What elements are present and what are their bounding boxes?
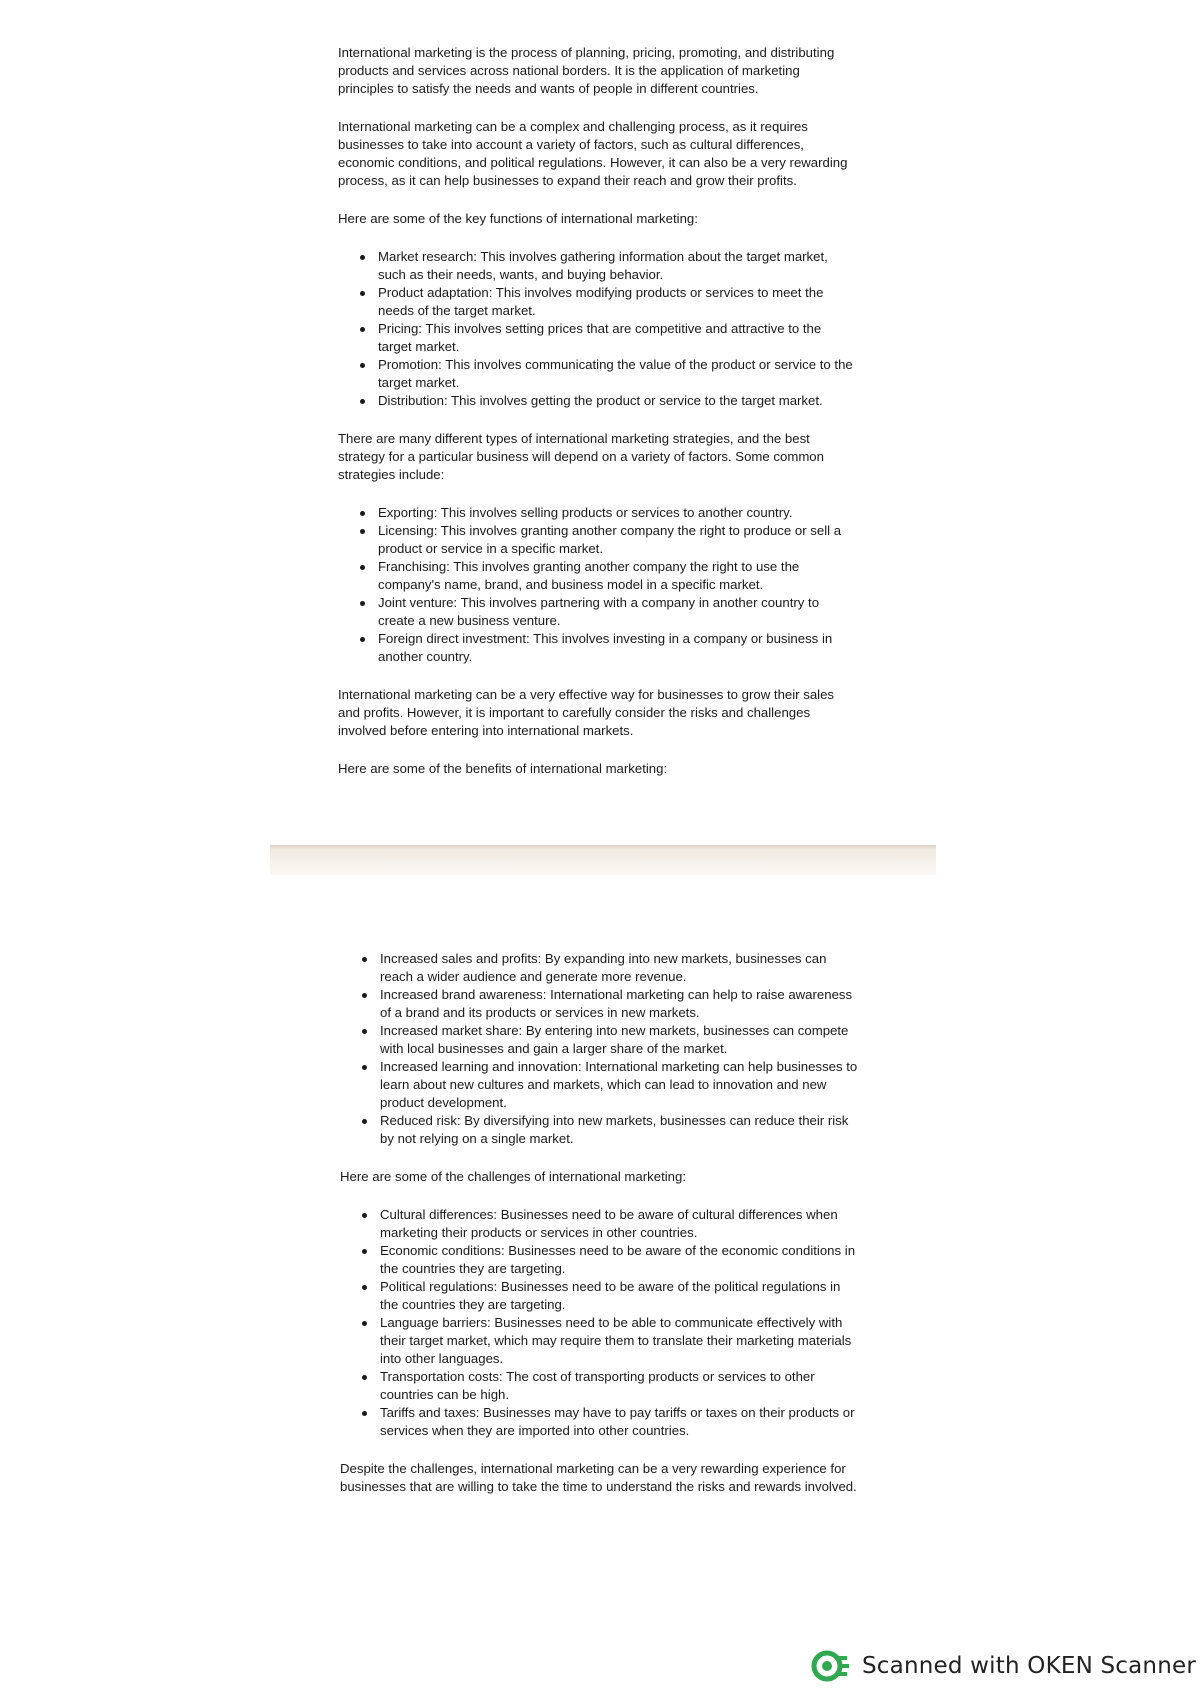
intro-paragraph-1: International marketing is the process of planning, pricing, promoting, and distributing products and services across national borders. It is the application of marketing principles to satisfy the needs and wants of people in different countries. xyxy=(338,45,835,96)
strategies-list xyxy=(338,504,858,666)
scanner-watermark xyxy=(810,1646,1196,1686)
list-item: Licensing: This involves granting another company the right to produce or sell a product or service in a specific market. xyxy=(378,522,858,558)
page-break-divider xyxy=(270,845,936,875)
watermark-text: Scanned with OKEN Scanner xyxy=(862,1653,1196,1679)
list-item: Pricing: This involves setting prices that are competitive and attractive to the target market. xyxy=(378,320,858,356)
document-page-1 xyxy=(338,44,858,798)
functions-list xyxy=(338,248,858,410)
list-item: Cultural differences: Businesses need to be aware of cultural differences when marketing their products or services in other countries. xyxy=(380,1206,860,1242)
list-item: Promotion: This involves communicating the value of the product or service to the target market. xyxy=(378,356,858,392)
list-item: Transportation costs: The cost of transporting products or services to other countries can be high. xyxy=(380,1368,860,1404)
intro-paragraph-2: International marketing can be a complex and challenging process, as it requires businesses to take into account a variety of factors, such as cultural differences, economic conditions, and political regulations. However, it can also be a very rewarding process, as it can help businesses to expand their reach and grow their profits. xyxy=(338,119,848,188)
benefits-list xyxy=(340,950,860,1148)
conclusion-paragraph: Despite the challenges, international marketing can be a very rewarding experience for businesses that are willing to take the time to understand the risks and rewards involved. xyxy=(340,1461,857,1494)
list-item: Reduced risk: By diversifying into new markets, businesses can reduce their risk by not relying on a single market. xyxy=(380,1112,860,1148)
benefits-intro: Here are some of the benefits of international marketing: xyxy=(338,761,668,776)
list-item: Market research: This involves gathering information about the target market, such as their needs, wants, and buying behavior. xyxy=(378,248,858,284)
list-item: Joint venture: This involves partnering with a company in another country to create a new business venture. xyxy=(378,594,858,630)
list-item: Political regulations: Businesses need to be aware of the political regulations in the countries they are targeting. xyxy=(380,1278,860,1314)
list-item: Product adaptation: This involves modifying products or services to meet the needs of the target market. xyxy=(378,284,858,320)
list-item: Exporting: This involves selling products or services to another country. xyxy=(378,504,858,522)
oken-scanner-logo-icon xyxy=(810,1646,850,1686)
functions-intro: Here are some of the key functions of international marketing: xyxy=(338,211,698,226)
list-item: Increased brand awareness: International marketing can help to raise awareness of a brand and its products or services in new markets. xyxy=(380,986,860,1022)
list-item: Language barriers: Businesses need to be able to communicate effectively with their target market, which may require them to translate their marketing materials into other languages. xyxy=(380,1314,860,1368)
document-page-2 xyxy=(340,950,860,1516)
list-item: Tariffs and taxes: Businesses may have to pay tariffs or taxes on their products or services when they are imported into other countries. xyxy=(380,1404,860,1440)
strategies-intro: There are many different types of international marketing strategies, and the best strategy for a particular business will depend on a variety of factors. Some common strategies include: xyxy=(338,431,824,482)
list-item: Increased learning and innovation: International marketing can help businesses to learn about new cultures and markets, which can lead to innovation and new product development. xyxy=(380,1058,860,1112)
challenges-intro: Here are some of the challenges of international marketing: xyxy=(340,1169,686,1184)
list-item: Economic conditions: Businesses need to be aware of the economic conditions in the countries they are targeting. xyxy=(380,1242,860,1278)
list-item: Foreign direct investment: This involves investing in a company or business in another country. xyxy=(378,630,858,666)
list-item: Distribution: This involves getting the product or service to the target market. xyxy=(378,392,858,410)
list-item: Franchising: This involves granting another company the right to use the company's name, brand, and business model in a specific market. xyxy=(378,558,858,594)
list-item: Increased market share: By entering into new markets, businesses can compete with local businesses and gain a larger share of the market. xyxy=(380,1022,860,1058)
list-item: Increased sales and profits: By expanding into new markets, businesses can reach a wider audience and generate more revenue. xyxy=(380,950,860,986)
challenges-list xyxy=(340,1206,860,1440)
closing-paragraph: International marketing can be a very effective way for businesses to grow their sales and profits. However, it is important to carefully consider the risks and challenges involved before entering into international markets. xyxy=(338,687,835,738)
